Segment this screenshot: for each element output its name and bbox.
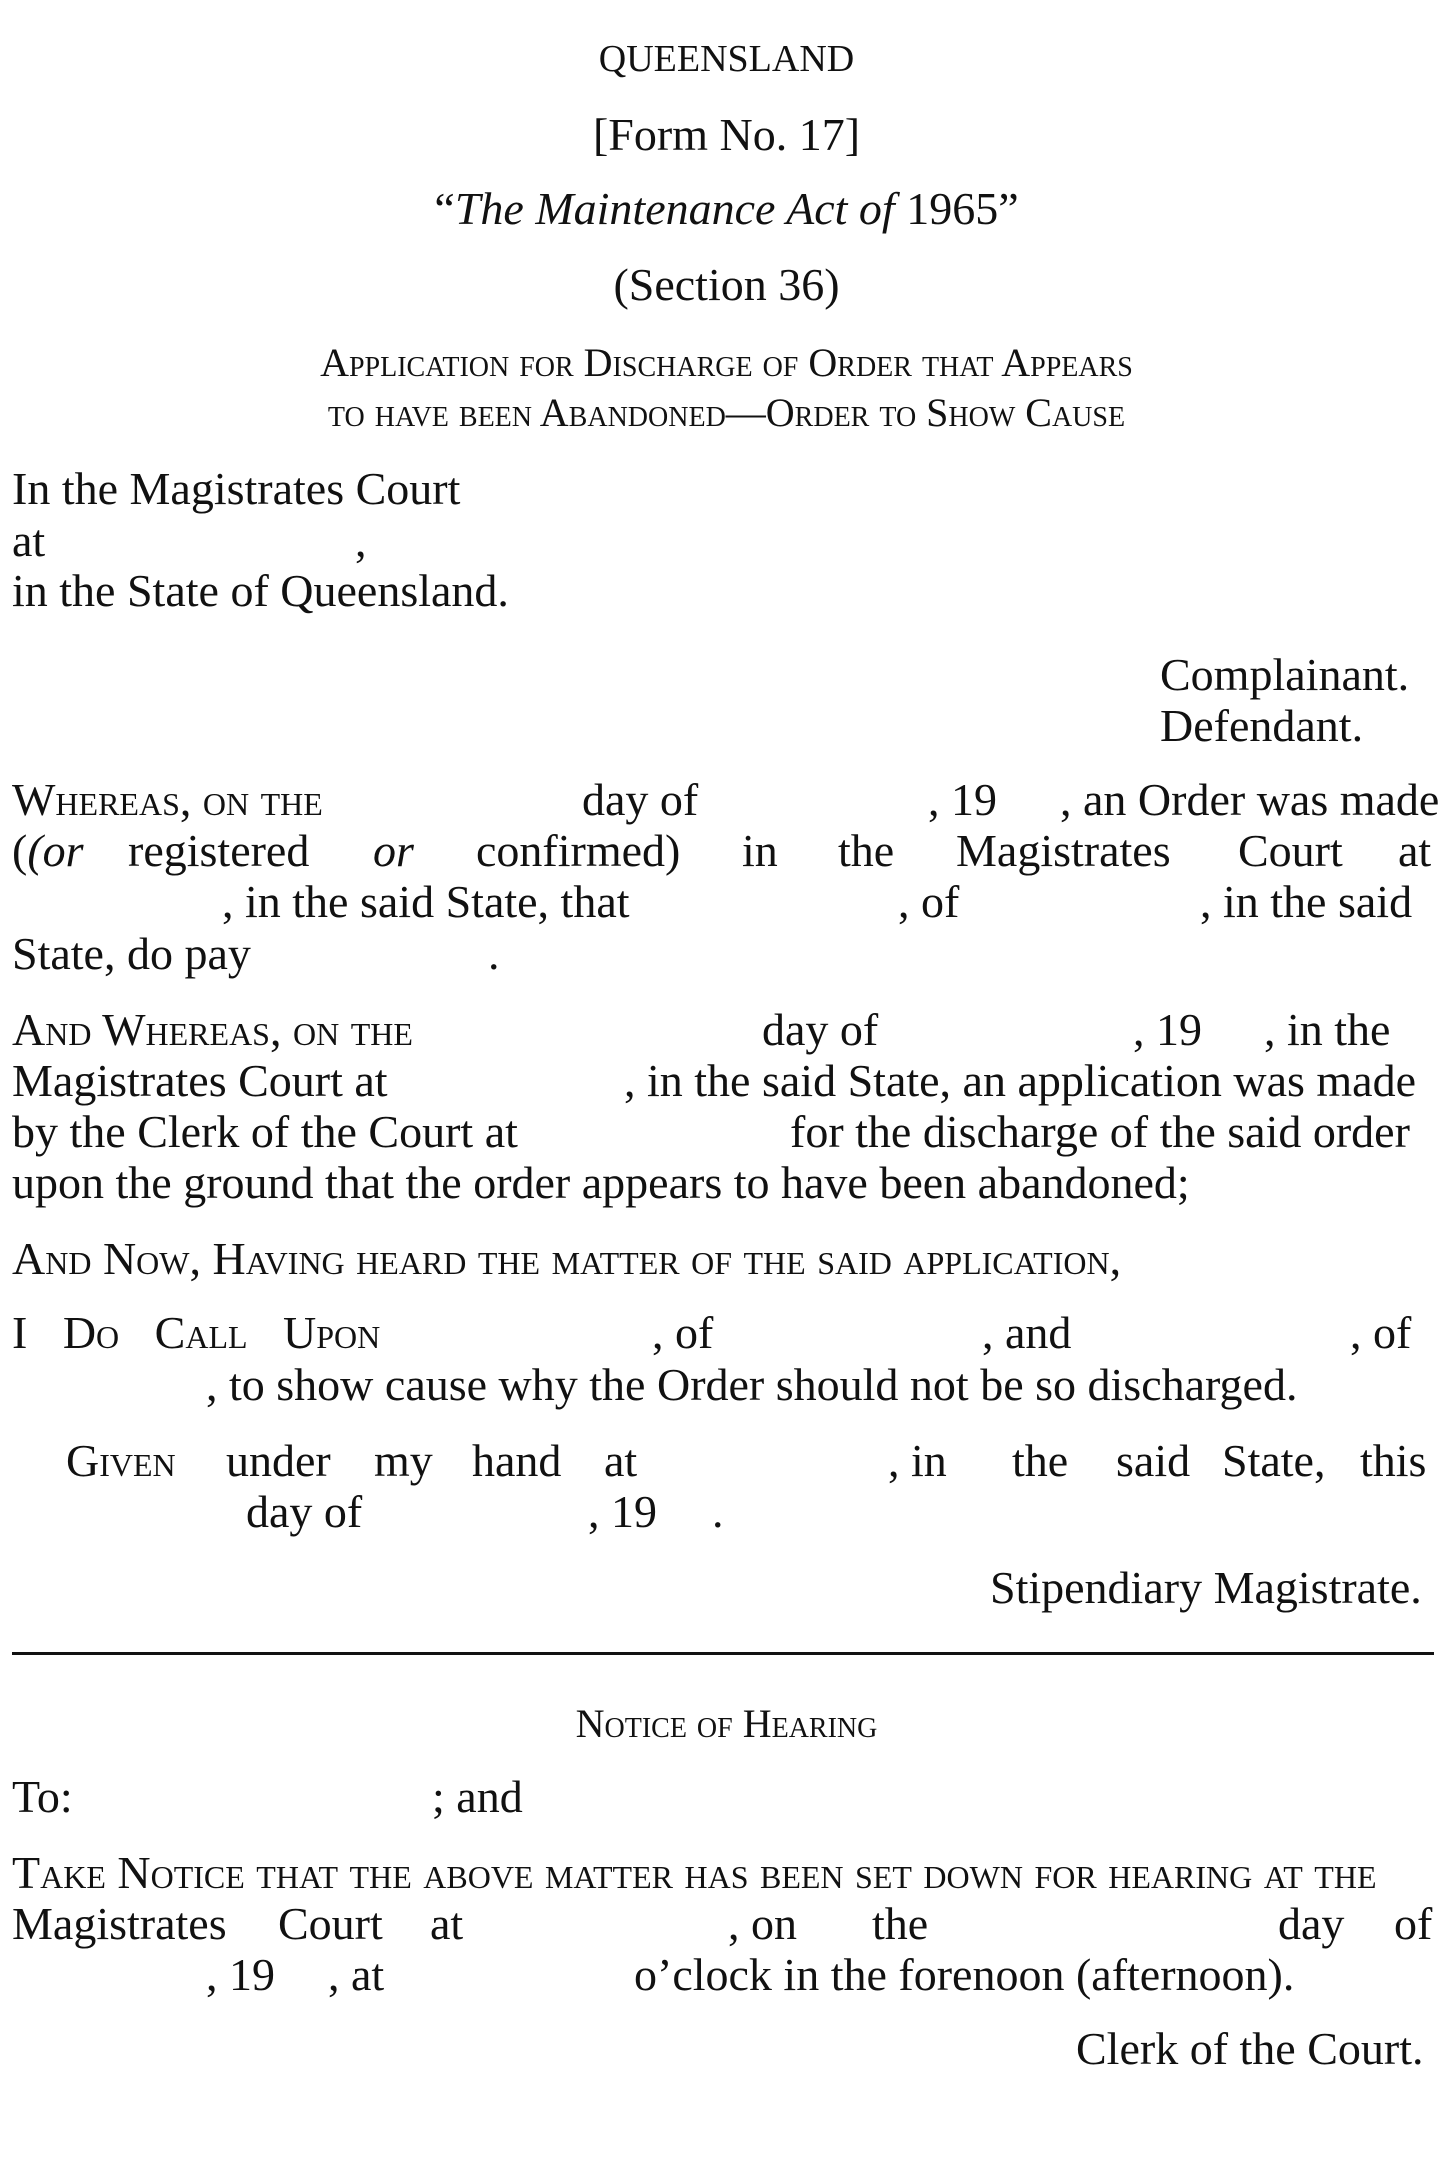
whereas1-l2-h: Court <box>1238 825 1343 876</box>
whereas1-l4-a: State, do pay <box>12 928 251 979</box>
whereas1-l4-b: . <box>488 928 500 979</box>
take-notice-l2-b: Court <box>278 1898 383 1949</box>
given-l1-g: the <box>1012 1435 1069 1486</box>
take-notice-l2-g: of <box>1394 1898 1433 1949</box>
whereas1-l3-a: , in the said State, that <box>222 876 630 927</box>
notice-to-label: To: <box>12 1771 73 1822</box>
whereas1-l1-a: Whereas, on the <box>12 774 323 825</box>
call-upon-l1-b: , of <box>652 1307 714 1358</box>
notice-to-and: ; and <box>432 1771 523 1822</box>
given-l1-i: State, <box>1222 1435 1326 1486</box>
given-l1-f: , in <box>888 1435 947 1486</box>
given-l1-b: under <box>226 1435 331 1486</box>
act-year: 1965” <box>894 183 1019 234</box>
form-number: [Form No. 17] <box>592 109 861 160</box>
given-l1-d: hand <box>472 1435 562 1486</box>
whereas2-l3-b: for the discharge of the said order <box>790 1106 1410 1157</box>
given-l1-j: this <box>1360 1435 1427 1486</box>
notice-title: Notice of Hearing <box>575 1701 878 1746</box>
take-notice-l3-a: , 19 <box>206 1949 275 2000</box>
act-title <box>0 183 1453 234</box>
court-line-1: In the Magistrates Court <box>12 463 461 514</box>
act-name: The Maintenance Act of <box>454 183 895 234</box>
whereas1-l2-a: ((or <box>12 825 84 876</box>
given-l1-e: at <box>604 1435 638 1486</box>
take-notice-l2-e: the <box>872 1898 929 1949</box>
take-notice-l2-a: Magistrates <box>12 1898 227 1949</box>
section-number: (Section 36) <box>613 259 840 310</box>
call-upon-l2: , to show cause why the Order should not be so discharged. <box>206 1359 1298 1410</box>
take-notice-l3-c: o’clock in the forenoon (afternoon). <box>634 1949 1295 2000</box>
whereas1-l2-g: Magistrates <box>956 825 1171 876</box>
court-at-comma: , <box>355 515 367 566</box>
clerk-of-court-label: Clerk of the Court. <box>1076 2023 1424 2074</box>
given-l1-c: my <box>374 1435 433 1486</box>
section-divider <box>12 1652 1434 1655</box>
whereas1-l1-b: day of <box>582 774 699 825</box>
given-l1-a: Given <box>66 1435 176 1486</box>
take-notice-l2-f: day <box>1278 1898 1345 1949</box>
court-line-3: in the State of Queensland. <box>12 565 509 616</box>
form-title-line-1: Application for Discharge of Order that Appears <box>320 340 1133 385</box>
whereas1-l3-c: , in the said <box>1200 876 1413 927</box>
whereas2-l4: upon the ground that the order appears to have been abandoned; <box>12 1157 1190 1208</box>
call-upon-l1-a: I Do Call Upon <box>12 1307 381 1358</box>
whereas1-l2-b: registered <box>128 825 310 876</box>
whereas2-l1-c: , 19 <box>1133 1004 1202 1055</box>
given-l2-b: , 19 <box>588 1486 657 1537</box>
whereas1-l2-e: in <box>742 825 778 876</box>
whereas1-l2-f: the <box>838 825 895 876</box>
given-l2-c: . <box>712 1486 724 1537</box>
whereas1-l2-i: at <box>1398 825 1432 876</box>
whereas2-l1-b: day of <box>762 1004 879 1055</box>
whereas2-l1-d: , in the <box>1264 1004 1391 1055</box>
stipendiary-magistrate-label: Stipendiary Magistrate. <box>990 1562 1422 1613</box>
take-notice-l3-b: , at <box>328 1949 385 2000</box>
take-notice-l2-c: at <box>430 1898 464 1949</box>
whereas2-l1-a: And Whereas, on the <box>12 1004 413 1055</box>
whereas2-l2-a: Magistrates Court at <box>12 1055 388 1106</box>
given-l2-a: day of <box>246 1486 363 1537</box>
act-open-quote: “ <box>434 183 455 234</box>
court-at: at <box>12 515 46 566</box>
form-title-line-2: to have been Abandoned—Order to Show Cause <box>327 390 1126 435</box>
whereas2-l3-a: by the Clerk of the Court at <box>12 1106 518 1157</box>
take-notice-l1: Take Notice that the above matter has been set down for hearing at the <box>12 1847 1377 1898</box>
whereas1-l2-or: (or <box>27 825 84 876</box>
defendant-label: Defendant. <box>1160 700 1364 751</box>
complainant-label: Complainant. <box>1160 649 1410 700</box>
whereas1-l1-c: , 19 <box>928 774 997 825</box>
take-notice-l2-d: , on <box>728 1898 797 1949</box>
call-upon-l1-c: , and <box>982 1307 1072 1358</box>
call-upon-l1-d: , of <box>1350 1307 1412 1358</box>
whereas1-l2-d: confirmed) <box>476 825 681 876</box>
state-heading: QUEENSLAND <box>598 38 855 80</box>
and-now-line: And Now, Having heard the matter of the said application, <box>12 1233 1122 1284</box>
whereas1-l3-b: , of <box>898 876 960 927</box>
whereas1-l2-c: or <box>373 825 414 876</box>
given-l1-h: said <box>1116 1435 1191 1486</box>
whereas2-l2-b: , in the said State, an application was made <box>624 1055 1416 1106</box>
whereas1-l1-d: , an Order was made <box>1060 774 1440 825</box>
